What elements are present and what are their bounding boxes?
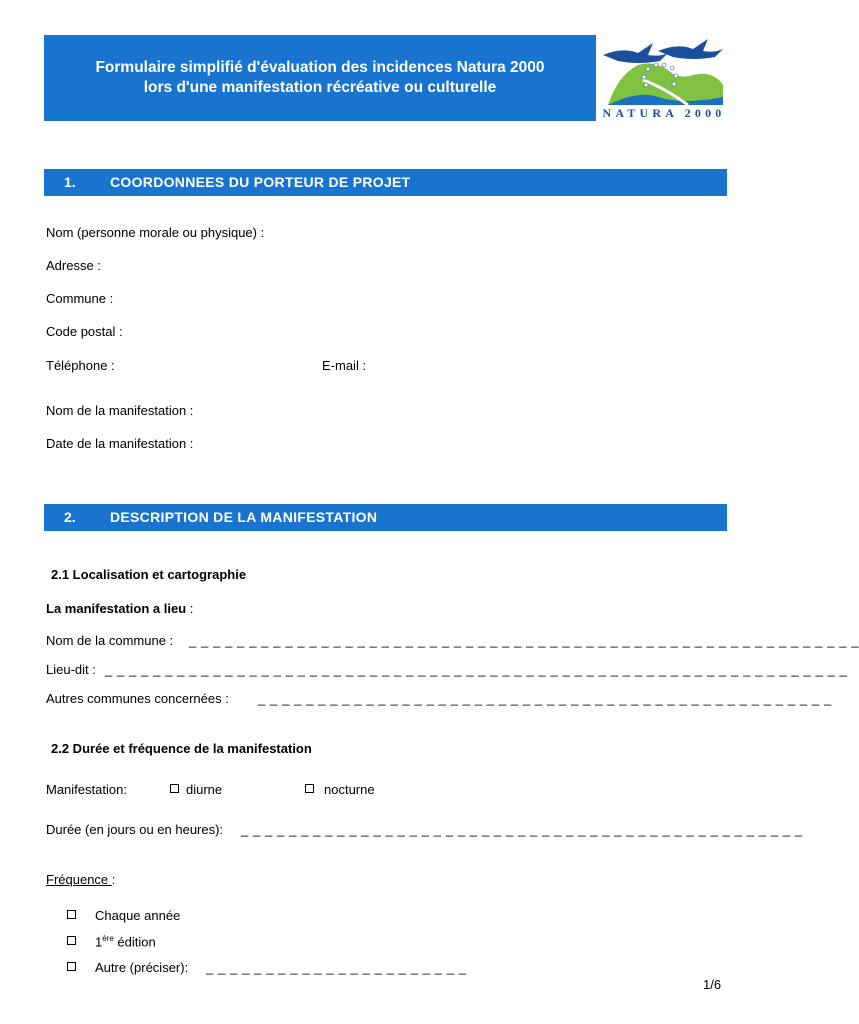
- section1-header: [44, 169, 727, 196]
- lieu-dit-input-line[interactable]: _ _ _ _ _ _ _ _ _ _ _ _ _ _ _ _ _ _ _ _ _ _ _ _ _ _ _ _ _ _ _ _ _ _ _ _ _ _ _ _ _ _ _ _ _ _ _ _ _ _ _ _ _ _ _ _ _ _ _ _ _ _: [105, 662, 848, 677]
- field-autres-communes: Autres communes concernées :: [46, 691, 229, 706]
- checkbox-autre[interactable]: [67, 962, 76, 971]
- field-code-postal[interactable]: Code postal :: [46, 324, 123, 339]
- subsection-2-1-title: 2.1 Localisation et cartographie: [51, 567, 247, 582]
- page-number: 1/6: [703, 977, 722, 992]
- section2-title: DESCRIPTION DE LA MANIFESTATION: [110, 509, 378, 525]
- field-nom-manifestation[interactable]: Nom de la manifestation :: [46, 403, 194, 418]
- duree-input-line[interactable]: _ _ _ _ _ _ _ _ _ _ _ _ _ _ _ _ _ _ _ _ _ _ _ _ _ _ _ _ _ _ _ _ _ _ _ _ _ _ _ _ _ _ _ _ _ _ _: [241, 822, 803, 837]
- edition-text: édition: [113, 934, 156, 950]
- form-title-line2: lors d'une manifestation récréative ou culturelle: [143, 79, 497, 96]
- checkbox-premiere-edition[interactable]: [67, 936, 76, 945]
- checkbox-chaque-annee[interactable]: [67, 910, 76, 919]
- natura-2000-logo-text: NATURA 2000: [602, 106, 726, 120]
- frequence-colon: :: [111, 872, 116, 887]
- lieu-colon: :: [186, 601, 194, 616]
- section1-title: COORDONNEES DU PORTEUR DE PROJET: [110, 174, 411, 190]
- form-title-line1: Formulaire simplifié d'évaluation des incidences Natura 2000: [95, 59, 545, 76]
- field-commune[interactable]: Commune :: [46, 291, 114, 306]
- field-email[interactable]: E-mail :: [322, 358, 367, 373]
- field-nom-commune: Nom de la commune :: [46, 633, 174, 648]
- lieu-label: La manifestation a lieu: [46, 601, 187, 616]
- edition-number: 1: [95, 934, 103, 950]
- option-nocturne: nocturne: [324, 782, 375, 797]
- option-premiere-edition: [95, 934, 156, 949]
- frequence-heading: [46, 872, 115, 887]
- edition-superscript: ère: [102, 934, 114, 943]
- manifestation-label: Manifestation:: [46, 782, 127, 797]
- section1-number: 1.: [64, 174, 76, 190]
- option-diurne: diurne: [186, 782, 223, 797]
- checkbox-nocturne[interactable]: [305, 784, 314, 793]
- autre-input-line[interactable]: _ _ _ _ _ _ _ _ _ _ _ _ _ _ _ _ _ _ _ _ _ _: [206, 960, 467, 975]
- field-adresse[interactable]: Adresse :: [46, 258, 101, 273]
- nom-commune-input-line[interactable]: _ _ _ _ _ _ _ _ _ _ _ _ _ _ _ _ _ _ _ _ _ _ _ _ _ _ _ _ _ _ _ _ _ _ _ _ _ _ _ _ _ _ _ _ _ _ _ _ _ _ _ _ _ _ _ _: [189, 633, 859, 648]
- autres-communes-input-line[interactable]: _ _ _ _ _ _ _ _ _ _ _ _ _ _ _ _ _ _ _ _ _ _ _ _ _ _ _ _ _ _ _ _ _ _ _ _ _ _ _ _ _ _ _ _ _ _ _ _: [258, 691, 832, 706]
- field-duree: Durée (en jours ou en heures):: [46, 822, 224, 837]
- frequence-label: Fréquence: [46, 872, 112, 887]
- field-date-manifestation[interactable]: Date de la manifestation :: [46, 436, 194, 451]
- subsection-2-2-title: 2.2 Durée et fréquence de la manifestation: [51, 741, 312, 756]
- section2-header: [44, 504, 727, 531]
- form-title-banner: [44, 35, 596, 121]
- option-chaque-annee: Chaque année: [95, 908, 181, 923]
- section2-number: 2.: [64, 509, 76, 525]
- lieu-heading: [46, 601, 193, 616]
- checkbox-diurne[interactable]: [170, 784, 179, 793]
- field-telephone[interactable]: Téléphone :: [46, 358, 115, 373]
- field-lieu-dit: Lieu-dit :: [46, 662, 96, 677]
- option-autre: Autre (préciser):: [95, 960, 189, 975]
- field-nom[interactable]: Nom (personne morale ou physique) :: [46, 225, 265, 240]
